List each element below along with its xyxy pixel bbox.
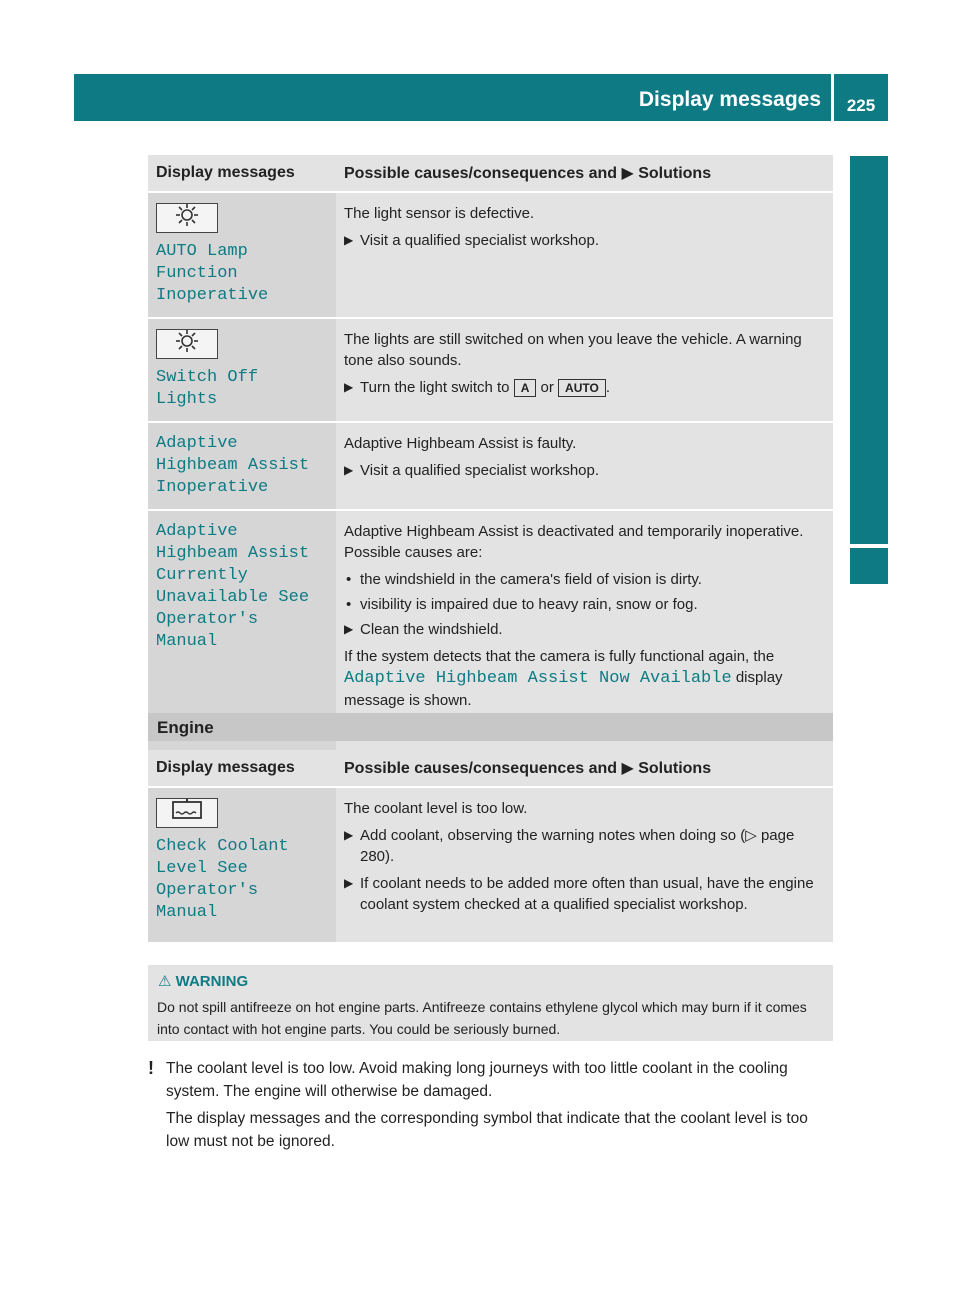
side-marker (850, 548, 888, 584)
note-paragraph: The display messages and the corresponding symbol that indicate that the coolant level is too low must not be ignored. (166, 1110, 808, 1150)
section-bar-engine (148, 713, 833, 741)
solution-step: If coolant needs to be added more often than usual, have the engine coolant system checked at a qualified specialist workshop. (360, 875, 814, 913)
coolant-icon (156, 798, 218, 828)
column-header-messages: Display messages (148, 155, 336, 192)
display-messages-table (148, 155, 833, 756)
display-message: AUTO Lamp Function Inoperative (156, 242, 269, 305)
column-header-messages: Display messages (148, 750, 336, 787)
cause-bullet: visibility is impaired due to heavy rain, snow or fog. (360, 596, 698, 613)
step-arrow-icon: ▶ (344, 876, 354, 890)
header-bar (74, 74, 831, 121)
step-arrow-icon: ▶ (344, 463, 354, 477)
display-message: Switch Off Lights (156, 368, 259, 409)
solution-step: Turn the light switch to (360, 379, 510, 396)
warning-triangle-icon: ⚠ (158, 973, 172, 990)
table-row (148, 422, 833, 510)
display-message-inline: Adaptive Highbeam Assist Now Available (344, 669, 732, 688)
note-paragraph: The coolant level is too low. Avoid making long journeys with too little coolant in the cooling system. The engine will otherwise be damaged. (166, 1060, 788, 1100)
solution-step: Visit a qualified specialist workshop. (360, 232, 600, 249)
cause-text: Adaptive Highbeam Assist is faulty. (344, 435, 577, 452)
warning-box (148, 965, 833, 1041)
cause-text: The light sensor is defective. (344, 205, 535, 222)
bullet-icon: • (346, 596, 352, 613)
detect-text: If the system detects that the camera is fully functional again, the (344, 648, 775, 665)
solution-step-end: . (605, 379, 610, 396)
warning-title: WARNING (175, 973, 249, 990)
exclamation-icon: ! (148, 1058, 154, 1078)
table-header-row (148, 750, 833, 787)
step-arrow-icon: ▶ (344, 622, 354, 636)
solution-step: Clean the windshield. (360, 621, 503, 638)
bullet-icon: • (346, 571, 352, 588)
solution-step-or: or (540, 379, 554, 396)
engine-messages-table (148, 750, 833, 944)
display-message: Adaptive Highbeam Assist Currently Unavailable See Operator's Manual (156, 522, 310, 651)
detect-text-end: display message is shown. (344, 669, 783, 709)
display-message: Check Coolant Level See Operator's Manual (156, 837, 289, 922)
solution-step: Add coolant, observing the warning notes when doing so (▷ page 280). (360, 827, 795, 865)
cause-text: Adaptive Highbeam Assist is deactivated and temporarily inoperative. Possible causes are: (344, 523, 804, 561)
note-block (148, 1057, 833, 1157)
cause-text: The coolant level is too low. (344, 800, 528, 817)
solution-step: Visit a qualified specialist workshop. (360, 462, 600, 479)
table-row (148, 192, 833, 318)
side-chapter-label: On-board computer and displays (857, 185, 880, 515)
table-header-row (148, 155, 833, 192)
display-message: Adaptive Highbeam Assist Inoperative (156, 434, 310, 497)
light-bulb-icon (156, 329, 218, 359)
column-header-solutions: Possible causes/consequences and ▶ Solutions (336, 155, 833, 192)
cause-bullet: the windshield in the camera's field of vision is dirty. (360, 571, 702, 588)
section-title: Engine (157, 718, 214, 737)
step-arrow-icon: ▶ (344, 828, 354, 842)
light-bulb-icon (156, 203, 218, 233)
table-row (148, 787, 833, 943)
column-header-solutions: Possible causes/consequences and ▶ Solutions (336, 750, 833, 787)
step-arrow-icon: ▶ (344, 380, 354, 394)
step-arrow-icon: ▶ (344, 233, 354, 247)
light-switch-auto-key: AUTO (558, 379, 606, 397)
page-title: Display messages (638, 88, 821, 111)
table-row (148, 318, 833, 422)
warning-text: Do not spill antifreeze on hot engine parts. Antifreeze contains ethylene glycol which may burn if it comes into contact with hot engine parts. You could be seriously burned. (157, 999, 807, 1037)
page-number: 225 (834, 74, 888, 121)
cause-text: The lights are still switched on when you leave the vehicle. A warning tone also sounds. (344, 331, 802, 369)
light-switch-a-key: A (514, 379, 537, 397)
